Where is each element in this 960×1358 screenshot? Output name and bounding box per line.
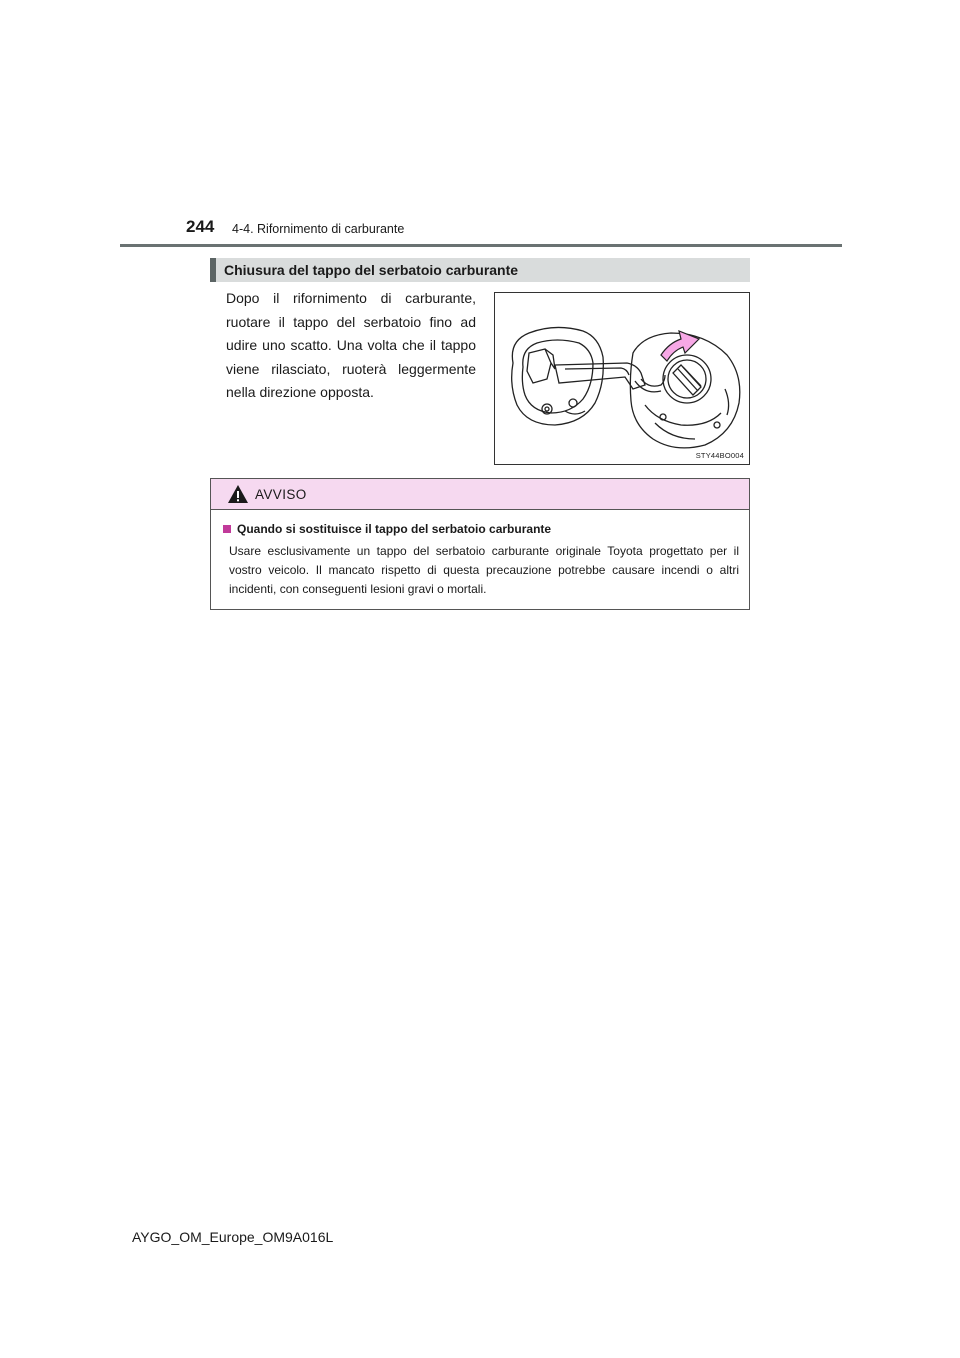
fuel-cap-drawing (495, 293, 749, 464)
warning-title: AVVISO (255, 486, 307, 502)
section-heading (210, 258, 750, 282)
running-header: 4-4. Rifornimento di carburante (232, 222, 405, 236)
footer-doc-code: AYGO_OM_Europe_OM9A016L (132, 1229, 334, 1245)
warning-box (210, 478, 750, 610)
warning-header (211, 479, 749, 510)
fuel-cap-illustration (494, 292, 750, 465)
warning-item-title (223, 522, 551, 536)
warning-triangle-icon (227, 484, 249, 504)
body-text: Dopo il rifornimento di carburante, ruotare il tappo del serbatoio fino ad udire uno scatto. Una volta che il tappo viene rilasciato, ruoterà leggermente nella direzione opposta. (226, 290, 476, 400)
bullet-square-icon (223, 525, 231, 533)
section-heading-text: Chiusura del tappo del serbatoio carburante (224, 262, 519, 278)
warning-text: Usare esclusivamente un tappo del serbatoio carburante originale Toyota progettato per il vostro veicolo. Il mancato rispetto di questa precauzione potrebbe causare incendi o altri incidenti, con conseguenti lesioni gravi o mortali. (229, 544, 739, 596)
header-rule (120, 244, 842, 247)
figure-code: STY44BO004 (695, 451, 744, 460)
warning-item-title-text: Quando si sostituisce il tappo del serbatoio carburante (237, 522, 552, 536)
page-number: 244 (186, 217, 215, 236)
